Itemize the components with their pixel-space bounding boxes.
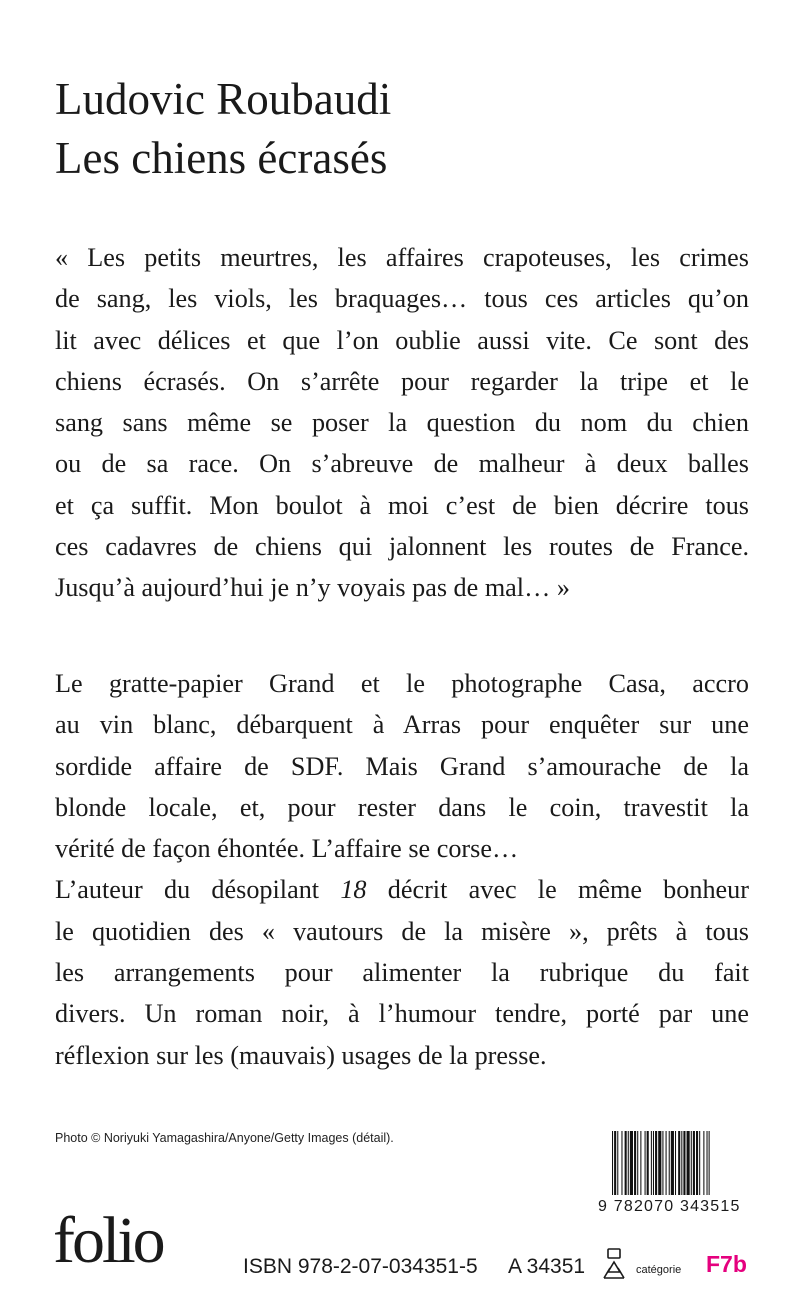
barcode-bar	[666, 1131, 667, 1195]
photo-credit: Photo © Noriyuki Yamagashira/Anyone/Getty Images (détail).	[55, 1131, 394, 1145]
synopsis-text: décrit avec le même bonheur	[366, 875, 749, 905]
barcode-bar	[687, 1131, 690, 1195]
synopsis-line: vérité de façon éhontée. L’affaire se corse…	[55, 834, 519, 864]
barcode-bar	[683, 1131, 685, 1195]
barcode-bar	[691, 1131, 692, 1195]
barcode-bar	[696, 1131, 698, 1195]
barcode-digits: 9 782070 343515	[598, 1198, 741, 1215]
synopsis-line: sordide affaire de SDF. Mais Grand s’amourache de la	[55, 751, 749, 781]
quote-line: de sang, les viols, les braquages… tous ces articles qu’on	[55, 284, 749, 314]
synopsis-line: le quotidien des « vautours de la misère », prêts à tous	[55, 916, 749, 946]
barcode-bar	[612, 1131, 613, 1195]
synopsis-line: au vin blanc, débarquent à Arras pour enquêter sur une	[55, 710, 749, 740]
barcode-bar	[681, 1131, 682, 1195]
barcode-bar	[653, 1131, 654, 1195]
synopsis-block	[55, 663, 749, 1076]
quote-line: Jusqu’à aujourd’hui je n’y voyais pas de mal… »	[55, 573, 570, 603]
reference-number: A 34351	[508, 1255, 586, 1278]
synopsis-line: blonde locale, et, pour rester dans le coin, travestit la	[55, 792, 749, 822]
category-code: F7b	[706, 1251, 747, 1277]
barcode-bar	[699, 1131, 700, 1195]
barcode-bar	[640, 1131, 641, 1195]
barcode-bar	[678, 1131, 680, 1195]
barcode-bar	[675, 1131, 676, 1195]
barcode-bar	[621, 1131, 622, 1195]
synopsis-line: les arrangements pour alimenter la rubrique du fait	[55, 958, 749, 988]
barcode-bar	[630, 1131, 633, 1195]
barcode-bar	[658, 1131, 661, 1195]
barcode-bar	[628, 1131, 629, 1195]
book-title: Les chiens écrasés	[55, 133, 388, 183]
synopsis-line: Le gratte-papier Grand et le photographe Casa, accro	[55, 669, 749, 698]
barcode-bar	[671, 1131, 674, 1195]
barcode-bar	[669, 1131, 670, 1195]
barcode-bar	[651, 1131, 652, 1195]
barcode-bar	[662, 1131, 663, 1195]
synopsis-line: réflexion sur les (mauvais) usages de la presse.	[55, 1040, 547, 1070]
quote-line: chiens écrasés. On s’arrête pour regarder la tripe et le	[55, 366, 749, 396]
book-reference-italic: 18	[340, 875, 367, 905]
barcode-bar	[625, 1131, 627, 1195]
barcode-bar	[707, 1131, 708, 1195]
barcode	[598, 1131, 748, 1239]
quote-block	[55, 237, 749, 609]
quote-line: ces cadavres de chiens qui jalonnent les routes de France.	[55, 532, 749, 562]
quote-line: et ça suffit. Mon boulot à moi c’est de bien décrire tous	[55, 490, 749, 520]
synopsis-line	[55, 869, 749, 910]
recycle-icon	[600, 1248, 628, 1282]
author-name: Ludovic Roubaudi	[55, 74, 392, 124]
barcode-bar	[617, 1131, 618, 1195]
category-label: catégorie	[636, 1264, 682, 1276]
barcode-bar	[637, 1131, 638, 1195]
quote-line: sang sans même se poser la question du nom du chien	[55, 408, 749, 438]
barcode-bar	[693, 1131, 695, 1195]
quote-line: lit avec délices et que l’on oublie aussi vite. Ce sont des	[55, 325, 749, 355]
barcode-bar	[647, 1131, 649, 1195]
synopsis-text: L’auteur du désopilant	[55, 875, 341, 905]
synopsis-line: divers. Un roman noir, à l’humour tendre, porté par une	[55, 999, 749, 1029]
quote-line: « Les petits meurtres, les affaires crapoteuses, les crimes	[55, 243, 749, 272]
barcode-bar	[655, 1131, 657, 1195]
barcode-bar	[634, 1131, 636, 1195]
folio-logo: folio	[53, 1204, 163, 1277]
barcode-bar	[645, 1131, 646, 1195]
quote-line: ou de sa race. On s’abreuve de malheur à deux balles	[55, 449, 749, 479]
barcode-bar	[709, 1131, 710, 1195]
isbn: ISBN 978-2-07-034351-5	[243, 1255, 478, 1278]
barcode-bar	[614, 1131, 616, 1195]
barcode-bar	[703, 1131, 704, 1195]
barcode-bars	[598, 1131, 748, 1197]
